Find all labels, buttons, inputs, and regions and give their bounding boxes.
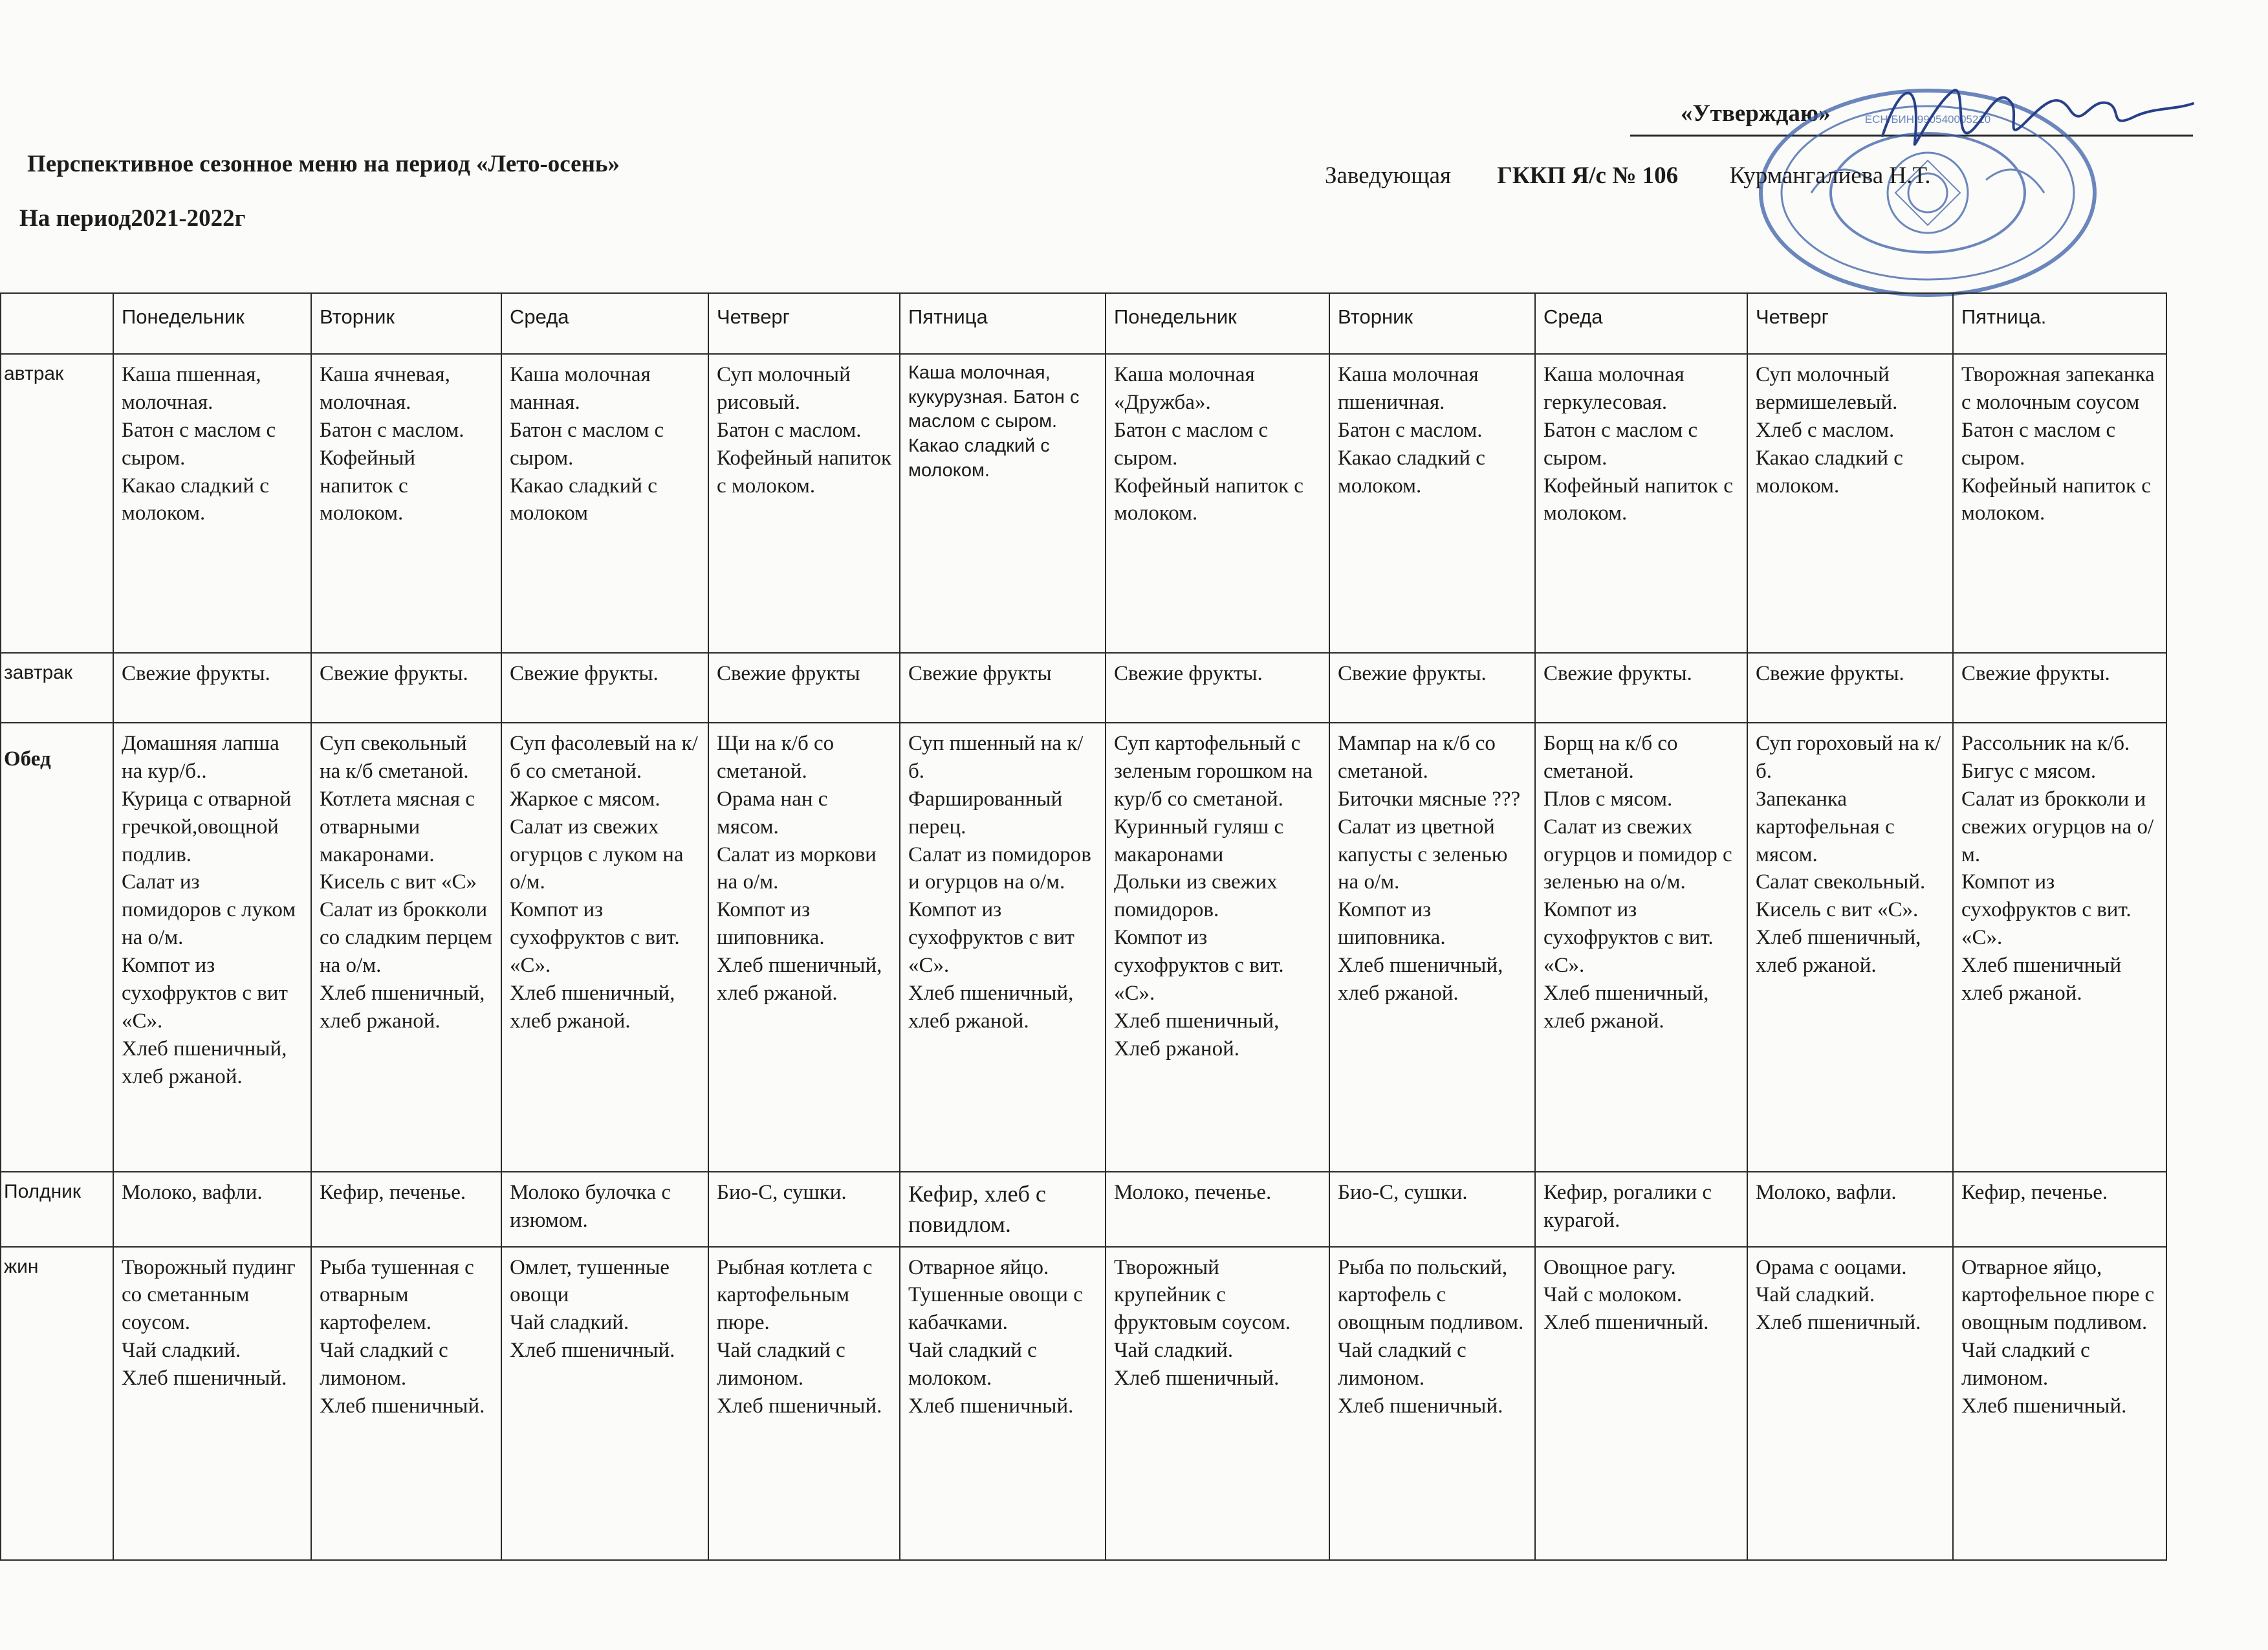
meal-label: жин	[1, 1247, 113, 1560]
menu-cell: Кефир, печенье.	[311, 1172, 501, 1247]
menu-cell: Каша пшенная, молочная. Батон с маслом с сыром. Какао сладкий с молоком.	[113, 354, 311, 653]
dinner-row	[1, 1247, 2166, 1560]
menu-cell: Свежие фрукты.	[1953, 653, 2166, 723]
snack-row	[1, 1172, 2166, 1247]
day-header: Понедельник	[113, 293, 311, 354]
menu-cell: Свежие фрукты	[900, 653, 1106, 723]
menu-cell: Свежие фрукты.	[1747, 653, 1953, 723]
menu-cell: Орама с ооцами. Чай сладкий. Хлеб пшеничный.	[1747, 1247, 1953, 1560]
menu-cell: Рыбная котлета с картофельным пюре. Чай сладкий с лимоном. Хлеб пшеничный.	[708, 1247, 900, 1560]
page-title: Перспективное сезонное меню на период «Лето-осень»	[27, 151, 620, 177]
day-header: Четверг	[708, 293, 900, 354]
menu-cell: Молоко, печенье.	[1106, 1172, 1329, 1247]
menu-cell: Омлет, тушенные овощи Чай сладкий. Хлеб пшеничный.	[501, 1247, 708, 1560]
menu-cell: Суп молочный рисовый. Батон с маслом. Кофейный напиток с молоком.	[708, 354, 900, 653]
organization-name: ГККП Я/с № 106	[1497, 162, 1679, 189]
menu-cell: Отварное яйцо. Тушенные овощи с кабачками. Чай сладкий с молоком. Хлеб пшеничный.	[900, 1247, 1106, 1560]
director-line	[1325, 162, 1931, 190]
menu-cell: Суп гороховый на к/б. Запеканка картофельная с мясом. Салат свекольный. Кисель с вит «С». Хлеб пшеничный, хлеб ржаной.	[1747, 723, 1953, 1172]
menu-cell: Суп фасолевый на к/б со сметаной. Жаркое с мясом. Салат из свежих огурцов с луком на о/м. Компот из сухофруктов с вит. «С». Хлеб пшеничный, хлеб ржаной.	[501, 723, 708, 1172]
menu-cell: Кефир, рогалики с курагой.	[1535, 1172, 1747, 1247]
meal-label: автрак	[1, 354, 113, 653]
menu-cell: Каша ячневая, молочная. Батон с маслом. Кофейный напиток с молоком.	[311, 354, 501, 653]
menu-cell: Био-С, сушки.	[708, 1172, 900, 1247]
menu-cell: Отварное яйцо, картофельное пюре с овощным подливом. Чай сладкий с лимоном. Хлеб пшеничный.	[1953, 1247, 2166, 1560]
menu-cell: Борщ на к/б со сметаной. Плов с мясом. Салат из свежих огурцов и помидор с зеленью на о/м. Компот из сухофруктов с вит. «С». Хлеб пшеничный, хлеб ржаной.	[1535, 723, 1747, 1172]
second-breakfast-row	[1, 653, 2166, 723]
menu-cell: Рыба по польский, картофель с овощным подливом. Чай сладкий с лимоном. Хлеб пшеничный.	[1329, 1247, 1535, 1560]
menu-cell: Каша молочная, кукурузная. Батон с маслом с сыром. Какао сладкий с молоком.	[900, 354, 1106, 653]
stamp-text: ЕСН/БИН 990540005210	[1864, 113, 1991, 126]
menu-cell: Свежие фрукты	[708, 653, 900, 723]
menu-cell: Свежие фрукты.	[1329, 653, 1535, 723]
menu-cell: Свежие фрукты.	[1106, 653, 1329, 723]
menu-cell: Суп картофельный с зеленым горошком на кур/б со сметаной. Куринный гуляш с макаронами Дольки из свежих помидоров. Компот из сухофруктов с вит. «С». Хлеб пшеничный, Хлеб ржаной.	[1106, 723, 1329, 1172]
header-row	[1, 293, 2166, 354]
menu-cell: Кефир, печенье.	[1953, 1172, 2166, 1247]
day-header: Среда	[1535, 293, 1747, 354]
menu-cell: Суп молочный вермишелевый. Хлеб с маслом. Какао сладкий с молоком.	[1747, 354, 1953, 653]
day-header: Вторник	[1329, 293, 1535, 354]
menu-cell: Свежие фрукты.	[311, 653, 501, 723]
director-position: Заведующая	[1325, 162, 1452, 189]
menu-table	[0, 292, 2167, 1561]
menu-cell: Кефир, хлеб с повидлом.	[900, 1172, 1106, 1247]
breakfast-row	[1, 354, 2166, 653]
menu-cell: Свежие фрукты.	[1535, 653, 1747, 723]
menu-cell: Рассольник на к/б. Бигус с мясом. Салат из брокколи и свежих огурцов на о/м. Компот из сухофруктов с вит. «С». Хлеб пшеничный хлеб ржаной.	[1953, 723, 2166, 1172]
meal-label: завтрак	[1, 653, 113, 723]
day-header: Понедельник	[1106, 293, 1329, 354]
menu-cell: Суп пшенный на к/б. Фаршированный перец. Салат из помидоров и огурцов на о/м. Компот из сухофруктов с вит «С». Хлеб пшеничный, хлеб ржаной.	[900, 723, 1106, 1172]
menu-cell: Молоко, вафли.	[1747, 1172, 1953, 1247]
signature-scribble	[1876, 65, 2199, 162]
approval-label: «Утверждаю»	[1681, 100, 1831, 127]
page-period: На период2021-2022г	[19, 205, 246, 232]
day-header: Четверг	[1747, 293, 1953, 354]
menu-cell: Мампар на к/б со сметаной. Биточки мясные ??? Салат из цветной капусты с зеленью на о/м. Компот из шиповника. Хлеб пшеничный, хлеб ржаной.	[1329, 723, 1535, 1172]
menu-cell: Овощное рагу. Чай с молоком. Хлеб пшеничный.	[1535, 1247, 1747, 1560]
menu-cell: Свежие фрукты.	[501, 653, 708, 723]
menu-cell: Каша молочная пшеничная. Батон с маслом. Какао сладкий с молоком.	[1329, 354, 1535, 653]
menu-cell: Свежие фрукты.	[113, 653, 311, 723]
menu-cell: Рыба тушенная с отварным картофелем. Чай сладкий с лимоном. Хлеб пшеничный.	[311, 1247, 501, 1560]
day-header: Среда	[501, 293, 708, 354]
menu-cell: Суп свекольный на к/б сметаной. Котлета мясная с отварными макаронами. Кисель с вит «С» Салат из брокколи со сладким перцем на о/м. Хлеб пшеничный, хлеб ржаной.	[311, 723, 501, 1172]
corner-cell	[1, 293, 113, 354]
menu-cell: Творожный пудинг со сметанным соусом. Чай сладкий. Хлеб пшеничный.	[113, 1247, 311, 1560]
menu-cell: Молоко, вафли.	[113, 1172, 311, 1247]
day-header: Пятница.	[1953, 293, 2166, 354]
menu-cell: Творожный крупейник с фруктовым соусом. Чай сладкий. Хлеб пшеничный.	[1106, 1247, 1329, 1560]
menu-cell: Молоко булочка с изюмом.	[501, 1172, 708, 1247]
meal-label: Полдник	[1, 1172, 113, 1247]
menu-cell: Домашняя лапша на кур/б.. Курица с отварной гречкой,овощной подлив. Салат из помидоров с луком на о/м. Компот из сухофруктов с вит «С». Хлеб пшеничный, хлеб ржаной.	[113, 723, 311, 1172]
day-header: Пятница	[900, 293, 1106, 354]
menu-cell: Щи на к/б со сметаной. Орама нан с мясом. Салат из моркови на о/м. Компот из шиповника. Хлеб пшеничный, хлеб ржаной.	[708, 723, 900, 1172]
menu-cell: Каша молочная геркулесовая. Батон с маслом с сыром. Кофейный напиток с молоком.	[1535, 354, 1747, 653]
lunch-row	[1, 723, 2166, 1172]
menu-cell: Творожная запеканка с молочным соусом Батон с маслом с сыром. Кофейный напиток с молоком.	[1953, 354, 2166, 653]
menu-cell: Каша молочная манная. Батон с маслом с сыром. Какао сладкий с молоком	[501, 354, 708, 653]
meal-label: Обед	[1, 723, 113, 1172]
menu-cell: Био-С, сушки.	[1329, 1172, 1535, 1247]
menu-cell: Каша молочная «Дружба». Батон с маслом с сыром. Кофейный напиток с молоком.	[1106, 354, 1329, 653]
director-name: Курмангалиева Н.Т.	[1729, 162, 1931, 189]
day-header: Вторник	[311, 293, 501, 354]
